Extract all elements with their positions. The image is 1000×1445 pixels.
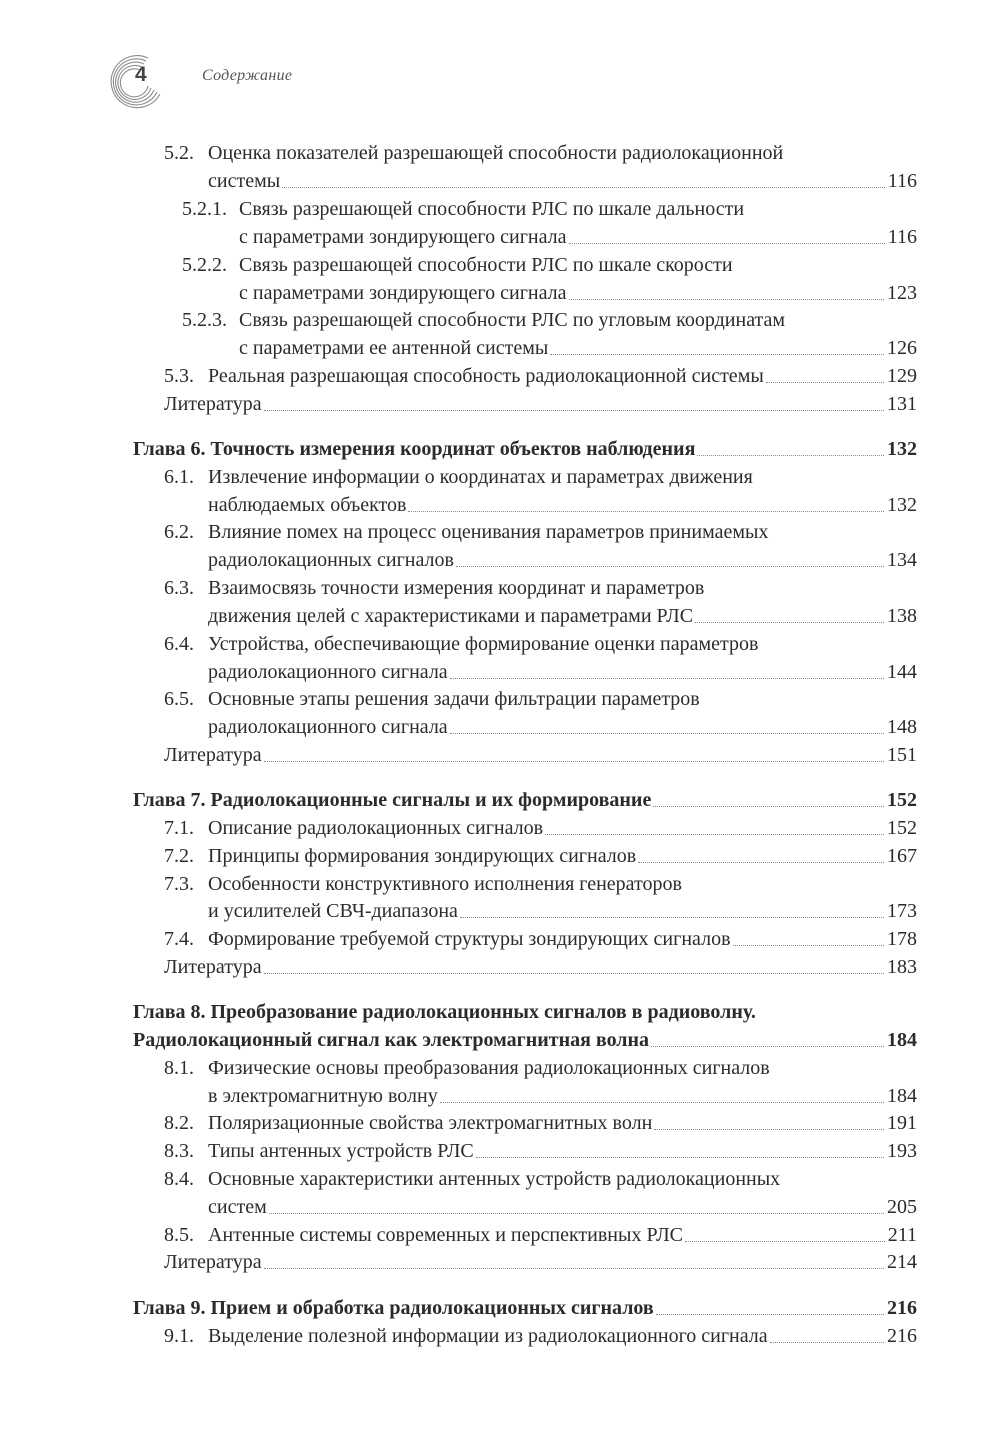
entry-page: 205 bbox=[887, 1196, 917, 1218]
toc-entry-6-4-cont bbox=[0, 658, 1000, 686]
chapter-page: 216 bbox=[887, 1297, 917, 1319]
entry-page: 126 bbox=[887, 337, 917, 359]
dot-leader bbox=[282, 187, 885, 188]
dot-leader bbox=[733, 945, 884, 946]
entry-page: 138 bbox=[887, 605, 917, 627]
dot-leader bbox=[550, 354, 884, 355]
entry-page: 148 bbox=[887, 716, 917, 738]
dot-leader bbox=[264, 973, 884, 974]
entry-title: Связь разрешающей способности РЛС по шкале дальности bbox=[239, 198, 745, 220]
toc-entry-6-3 bbox=[0, 574, 1000, 602]
dot-leader bbox=[476, 1157, 884, 1158]
entry-number: 8.1. bbox=[164, 1057, 194, 1079]
dot-leader bbox=[269, 1213, 884, 1214]
entry-title-cont: наблюдаемых объектов bbox=[208, 494, 407, 516]
toc-entry-7-3 bbox=[0, 870, 1000, 898]
entry-title: Выделение полезной информации из радиолокационного сигнала bbox=[208, 1325, 768, 1347]
toc-entry-5-3 bbox=[0, 362, 1000, 390]
toc-entry-6-5-cont bbox=[0, 713, 1000, 741]
entry-page: 184 bbox=[887, 1085, 917, 1107]
entry-title: Поляризационные свойства электромагнитных волн bbox=[208, 1112, 653, 1134]
entry-number: 5.2.2. bbox=[182, 254, 227, 276]
dot-leader bbox=[450, 733, 884, 734]
dot-leader bbox=[685, 1241, 885, 1242]
entry-title: Взаимосвязь точности измерения координат и параметров bbox=[208, 577, 705, 599]
toc-entry-8-1-cont bbox=[0, 1082, 1000, 1110]
dot-leader bbox=[408, 511, 884, 512]
toc-entry-5-2 bbox=[0, 139, 1000, 167]
entry-title-cont: системы bbox=[208, 170, 281, 192]
entry-page: 123 bbox=[887, 282, 917, 304]
chapter-title: Глава 8. Преобразование радиолокационных сигналов в радиоволну. bbox=[133, 1001, 756, 1023]
entry-page: 134 bbox=[887, 549, 917, 571]
dot-leader bbox=[569, 299, 884, 300]
entry-title: Извлечение информации о координатах и параметрах движения bbox=[208, 466, 753, 488]
entry-number: 6.5. bbox=[164, 688, 194, 710]
dot-leader bbox=[695, 622, 884, 623]
entry-title: Устройства, обеспечивающие формирование оценки параметров bbox=[208, 633, 759, 655]
entry-page: 178 bbox=[887, 928, 917, 950]
entry-title-cont: с параметрами зондирующего сигнала bbox=[239, 226, 567, 248]
toc-entry-literature-8 bbox=[0, 1248, 1000, 1276]
entry-page: 193 bbox=[887, 1140, 917, 1162]
entry-page: 211 bbox=[887, 1224, 917, 1246]
dot-leader bbox=[545, 834, 884, 835]
entry-title: Связь разрешающей способности РЛС по угловым координатам bbox=[239, 309, 786, 331]
entry-number: 8.4. bbox=[164, 1168, 194, 1190]
toc-entry-8-1 bbox=[0, 1054, 1000, 1082]
dot-leader bbox=[569, 243, 885, 244]
entry-page: 116 bbox=[887, 170, 917, 192]
toc-entry-7-4 bbox=[0, 925, 1000, 953]
entry-title: Связь разрешающей способности РЛС по шкале скорости bbox=[239, 254, 733, 276]
entry-title-cont: радиолокационного сигнала bbox=[208, 661, 448, 683]
entry-title-cont: в электромагнитную волну bbox=[208, 1085, 438, 1107]
entry-page: 131 bbox=[887, 393, 917, 415]
entry-number: 6.3. bbox=[164, 577, 194, 599]
entry-number: 7.4. bbox=[164, 928, 194, 950]
entry-number: 7.3. bbox=[164, 873, 194, 895]
dot-leader bbox=[264, 410, 884, 411]
toc-entry-6-2-cont bbox=[0, 546, 1000, 574]
entry-number: 7.2. bbox=[164, 845, 194, 867]
toc-entry-8-2 bbox=[0, 1109, 1000, 1137]
dot-leader bbox=[770, 1342, 884, 1343]
toc-entry-7-2 bbox=[0, 842, 1000, 870]
entry-title: Оценка показателей разрешающей способности радиолокационной bbox=[208, 142, 784, 164]
entry-number: 8.5. bbox=[164, 1224, 194, 1246]
entry-page: 167 bbox=[887, 845, 917, 867]
entry-title: Типы антенных устройств РЛС bbox=[208, 1140, 474, 1162]
entry-title-cont: движения целей с характеристиками и параметрами РЛС bbox=[208, 605, 694, 627]
entry-title-cont: с параметрами ее антенной системы bbox=[239, 337, 549, 359]
chapter-title: Глава 6. Точность измерения координат объектов наблюдения bbox=[133, 438, 696, 460]
entry-page: 151 bbox=[887, 744, 917, 766]
toc-chapter-6 bbox=[0, 435, 1000, 463]
entry-number: 8.3. bbox=[164, 1140, 194, 1162]
toc-entry-5-2-1 bbox=[0, 195, 1000, 223]
toc-entry-literature-6 bbox=[0, 741, 1000, 769]
toc-entry-8-3 bbox=[0, 1137, 1000, 1165]
entry-page: 183 bbox=[887, 956, 917, 978]
dot-leader bbox=[653, 806, 884, 807]
entry-page: 132 bbox=[887, 494, 917, 516]
entry-page: 116 bbox=[887, 226, 917, 248]
chapter-title-cont: Радиолокационный сигнал как электромагнитная волна bbox=[133, 1029, 650, 1051]
dot-leader bbox=[697, 455, 884, 456]
toc-entry-6-5 bbox=[0, 685, 1000, 713]
toc-entry-6-3-cont bbox=[0, 602, 1000, 630]
entry-number: 8.2. bbox=[164, 1112, 194, 1134]
entry-number: 6.1. bbox=[164, 466, 194, 488]
entry-title: Основные этапы решения задачи фильтрации параметров bbox=[208, 688, 700, 710]
toc-entry-8-4 bbox=[0, 1165, 1000, 1193]
toc-entry-5-2-3 bbox=[0, 306, 1000, 334]
toc-entry-6-1 bbox=[0, 463, 1000, 491]
entry-number: 5.2. bbox=[164, 142, 194, 164]
entry-page: 144 bbox=[887, 661, 917, 683]
page-header bbox=[104, 50, 504, 110]
entry-title: Антенные системы современных и перспективных РЛС bbox=[208, 1224, 683, 1246]
entry-title: Литература bbox=[164, 1251, 262, 1273]
entry-title-cont: радиолокационного сигнала bbox=[208, 716, 448, 738]
dot-leader bbox=[264, 1268, 884, 1269]
entry-page: 214 bbox=[887, 1251, 917, 1273]
toc-entry-literature-7 bbox=[0, 953, 1000, 981]
entry-page: 191 bbox=[887, 1112, 917, 1134]
dot-leader bbox=[654, 1129, 884, 1130]
toc-entry-8-4-cont bbox=[0, 1193, 1000, 1221]
entry-number: 7.1. bbox=[164, 817, 194, 839]
entry-title: Основные характеристики антенных устройств радиолокационных bbox=[208, 1168, 781, 1190]
dot-leader bbox=[456, 566, 884, 567]
entry-title: Особенности конструктивного исполнения генераторов bbox=[208, 873, 682, 895]
entry-title: Принципы формирования зондирующих сигналов bbox=[208, 845, 637, 867]
chapter-page: 152 bbox=[887, 789, 917, 811]
entry-title: Формирование требуемой структуры зондирующих сигналов bbox=[208, 928, 731, 950]
running-title: Содержание bbox=[202, 67, 293, 84]
toc-chapter-8-cont bbox=[0, 1026, 1000, 1054]
toc-entry-6-4 bbox=[0, 630, 1000, 658]
toc-entry-6-2 bbox=[0, 518, 1000, 546]
dot-leader bbox=[638, 862, 884, 863]
toc-entry-literature-5 bbox=[0, 390, 1000, 418]
entry-title-cont: систем bbox=[208, 1196, 267, 1218]
toc-entry-9-1 bbox=[0, 1322, 1000, 1350]
entry-title: Литература bbox=[164, 956, 262, 978]
toc-entry-8-5 bbox=[0, 1221, 1000, 1249]
entry-page: 129 bbox=[887, 365, 917, 387]
entry-title: Влияние помех на процесс оценивания параметров принимаемых bbox=[208, 521, 769, 543]
entry-number: 6.2. bbox=[164, 521, 194, 543]
entry-title: Реальная разрешающая способность радиолокационной системы bbox=[208, 365, 764, 387]
chapter-title: Глава 7. Радиолокационные сигналы и их формирование bbox=[133, 789, 652, 811]
entry-title: Литература bbox=[164, 744, 262, 766]
chapter-page: 132 bbox=[887, 438, 917, 460]
entry-page: 173 bbox=[887, 900, 917, 922]
dot-leader bbox=[450, 678, 884, 679]
dot-leader bbox=[440, 1102, 884, 1103]
entry-title: Литература bbox=[164, 393, 262, 415]
chapter-page: 184 bbox=[887, 1029, 917, 1051]
entry-number: 5.2.1. bbox=[182, 198, 227, 220]
dot-leader bbox=[460, 917, 884, 918]
dot-leader bbox=[766, 382, 884, 383]
entry-title-cont: с параметрами зондирующего сигнала bbox=[239, 282, 567, 304]
toc-entry-5-2-2-cont bbox=[0, 279, 1000, 307]
toc-entry-5-2-cont bbox=[0, 167, 1000, 195]
toc-entry-7-1 bbox=[0, 814, 1000, 842]
chapter-title: Глава 9. Прием и обработка радиолокационных сигналов bbox=[133, 1297, 654, 1319]
toc-chapter-9 bbox=[0, 1294, 1000, 1322]
entry-page: 152 bbox=[887, 817, 917, 839]
toc-entry-6-1-cont bbox=[0, 491, 1000, 519]
entry-number: 9.1. bbox=[164, 1325, 194, 1347]
entry-number: 5.2.3. bbox=[182, 309, 227, 331]
toc-entry-5-2-3-cont bbox=[0, 334, 1000, 362]
dot-leader bbox=[651, 1046, 884, 1047]
entry-number: 6.4. bbox=[164, 633, 194, 655]
toc-chapter-8 bbox=[0, 998, 1000, 1026]
toc-entry-5-2-2 bbox=[0, 251, 1000, 279]
entry-title: Физические основы преобразования радиолокационных сигналов bbox=[208, 1057, 770, 1079]
entry-title-cont: и усилителей СВЧ-диапазона bbox=[208, 900, 458, 922]
page-number: 4 bbox=[135, 63, 147, 86]
dot-leader bbox=[656, 1314, 884, 1315]
toc-entry-5-2-1-cont bbox=[0, 223, 1000, 251]
entry-title-cont: радиолокационных сигналов bbox=[208, 549, 454, 571]
dot-leader bbox=[264, 761, 884, 762]
toc-entry-7-3-cont bbox=[0, 897, 1000, 925]
entry-title: Описание радиолокационных сигналов bbox=[208, 817, 544, 839]
toc-chapter-7 bbox=[0, 786, 1000, 814]
entry-number: 5.3. bbox=[164, 365, 194, 387]
entry-page: 216 bbox=[887, 1325, 917, 1347]
